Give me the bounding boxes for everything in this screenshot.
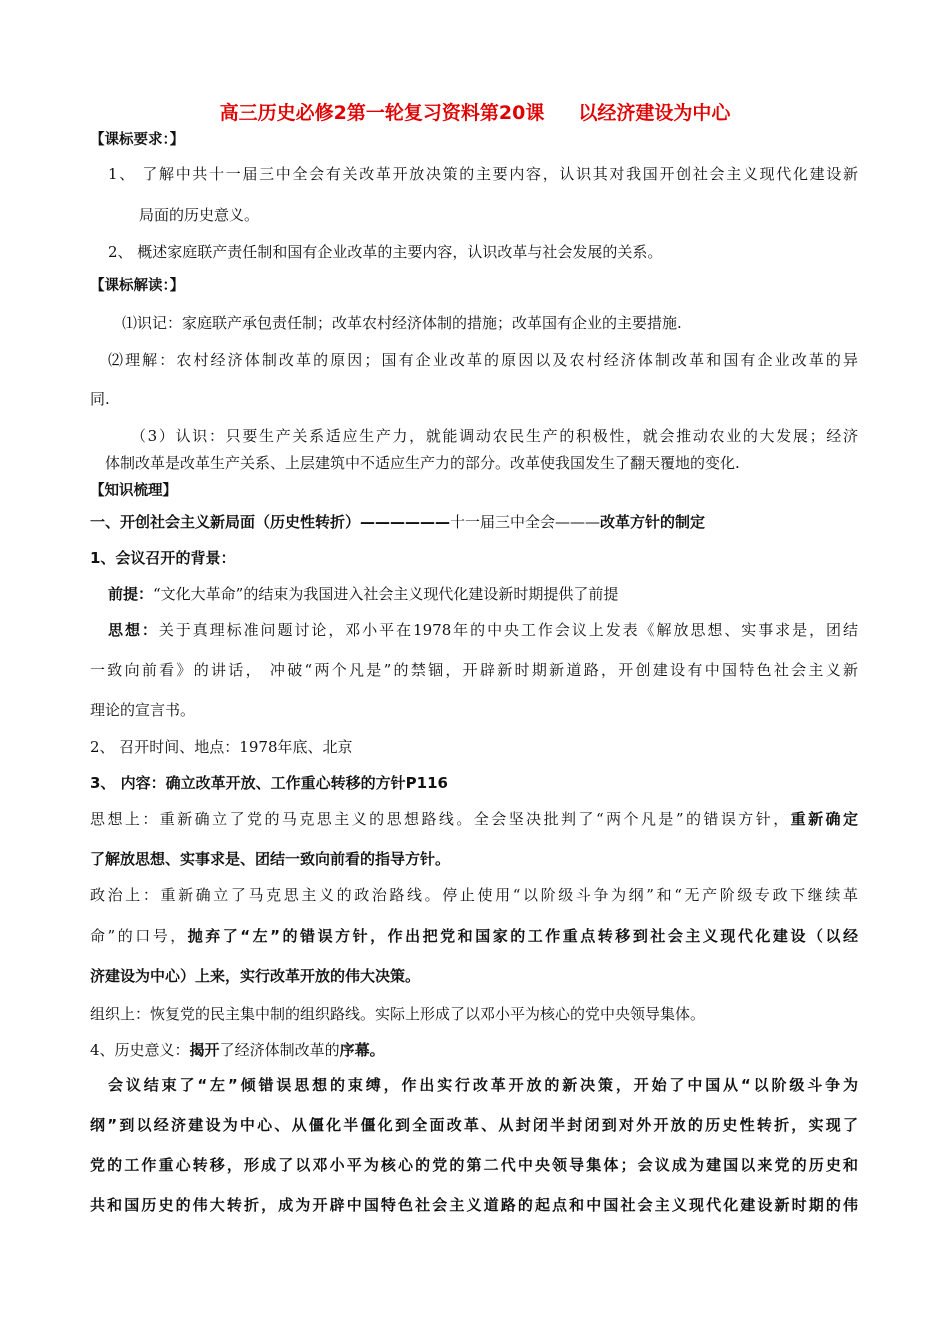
kbjd-p3-line2: 体制改革是改革生产关系、上层建筑中不适应生产力的部分。改革使我国发生了翻天覆地的变化. — [105, 454, 740, 472]
organization-line: 组织上：恢复党的民主集中制的组织路线。实际上形成了以邓小平为核心的党中央领导集体。 — [90, 1005, 706, 1023]
kbyq-item1-line2: 局面的历史意义。 — [139, 206, 260, 224]
title-part2: 以经济建设为中心 — [578, 102, 731, 124]
heading-zssl: 【知识梳理】 — [90, 483, 177, 499]
ideology-line1: 思想上：重新确立了党的马克思主义的思想路线。全会坚决批判了“两个凡是”的错误方针，重新确定 — [90, 810, 858, 828]
politics-line2: 命”的口号，抛弃了“左”的错误方针，作出把党和国家的工作重点转移到社会主义现代化建设（以经 — [90, 927, 858, 945]
kbyq-item1-line1: 1、 了解中共十一届三中全会有关改革开放决策的主要内容，认识其对我国开创社会主义现代化建设新 — [108, 165, 858, 183]
summary-line4: 共和国历史的伟大转折，成为开辟中国特色社会主义道路的起点和中国社会主义现代化建设新时期的伟 — [90, 1196, 858, 1214]
summary-line1: 会议结束了“左”倾错误思想的束缚，作出实行改革开放的新决策，开始了中国从“以阶级斗争为 — [108, 1076, 858, 1094]
title-part1: 高三历史必修2第一轮复习资料第20课 — [219, 102, 545, 124]
premise-line: 前提：“文化大革命”的结束为我国进入社会主义现代化建设新时期提供了前提 — [108, 585, 619, 603]
content-heading: 3、 内容：确立改革开放、工作重心转移的方针P116 — [90, 774, 448, 792]
time-place: 2、 召开时间、地点：1978年底、北京 — [90, 738, 353, 756]
politics-line1: 政治上：重新确立了马克思主义的政治路线。停止使用“以阶级斗争为纲”和“无产阶级专政下继续革 — [90, 886, 858, 904]
page-title — [0, 101, 950, 125]
summary-line2: 纲”到以经济建设为中心、从僵化半僵化到全面改革、从封闭半封闭到对外开放的历史性转折，实现了 — [90, 1116, 858, 1134]
kbyq-item2: 2、 概述家庭联产责任制和国有企业改革的主要内容，认识改革与社会发展的关系。 — [108, 243, 663, 261]
summary-line3: 党的工作重心转移，形成了以邓小平为核心的党的第二代中央领导集体；会议成为建国以来党的历史和 — [90, 1156, 858, 1174]
thought-line3: 理论的宣言书。 — [90, 701, 196, 719]
ideology-line2: 了解放思想、实事求是、团结一致向前看的指导方针。 — [90, 850, 451, 868]
heading-kbyq: 【课标要求：】 — [90, 132, 185, 148]
thought-line2: 一致向前看》的讲话， 冲破“两个凡是”的禁锢，开辟新时期新道路，开创建设有中国特色社会主义新 — [90, 661, 858, 679]
thought-line1: 思想：关于真理标准问题讨论，邓小平在1978年的中央工作会议上发表《解放思想、实事求是，团结 — [108, 621, 858, 639]
significance-line: 4、历史意义：揭开了经济体制改革的序幕。 — [90, 1041, 385, 1059]
part1-heading: 一、开创社会主义新局面（历史性转折）——————十一届三中全会———改革方针的制定 — [90, 513, 706, 531]
kbjd-p1: ⑴识记：家庭联产承包责任制；改革农村经济体制的措施；改革国有企业的主要措施. — [122, 314, 682, 332]
kbjd-p2-line2: 同. — [90, 390, 110, 408]
kbjd-p2-line1: ⑵理解：农村经济体制改革的原因；国有企业改革的原因以及农村经济体制改革和国有企业改革的异 — [108, 351, 858, 369]
politics-line3: 济建设为中心）上来，实行改革开放的伟大决策。 — [90, 967, 421, 985]
heading-kbjd: 【课标解读：】 — [90, 278, 185, 294]
background-heading: 1、会议召开的背景： — [90, 549, 236, 567]
kbjd-p3-line1: （3）认识：只要生产关系适应生产力，就能调动农民生产的积极性，就会推动农业的大发展；经济 — [131, 427, 858, 445]
